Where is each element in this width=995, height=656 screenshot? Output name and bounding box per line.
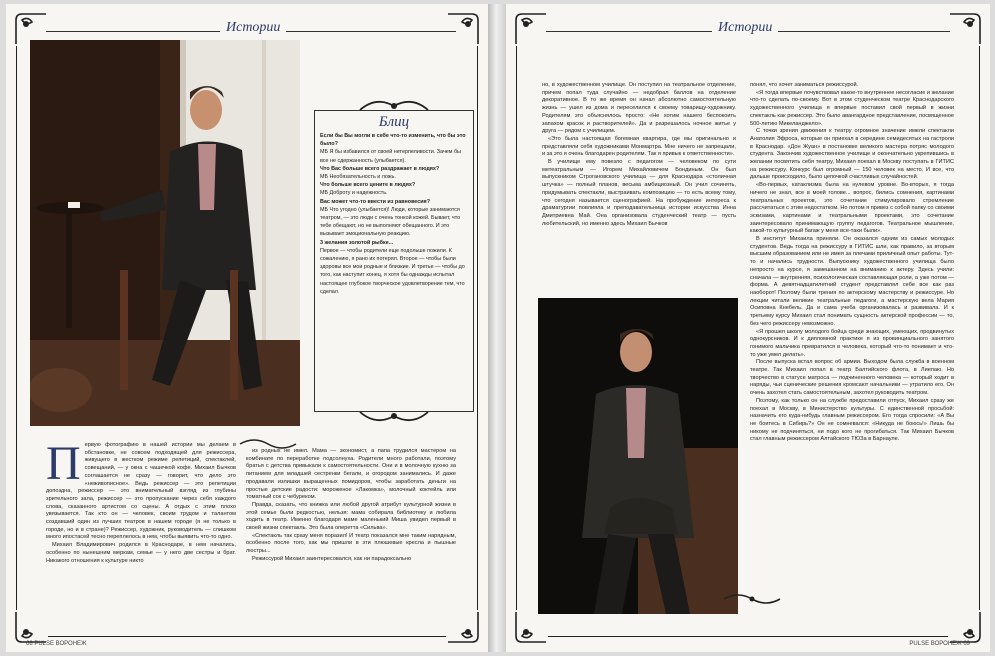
page-border-bottom [548,636,948,637]
article-paragraph: «Во-первых, катаклизма была на нулевом уровне. Во-вторых, я тогда ничего не знал, все в моей голове... вопрос, бились сомнения, картинами театральных проектов, это сочетание стимулировало стремление рассчитаться с этим недостатком. Но потом я привез с собой папку со своими эскизами, картинами и театральными проектами, это сочетание заинтересовало принимающую группу педагогов. Театральное мышление, какой-то культурный багаж у меня все-таки были». [750,182,954,235]
corner-ornament-icon [446,12,480,46]
divider-ornament-icon [238,438,298,450]
left-page [6,4,488,652]
corner-ornament-icon [514,12,548,46]
spine-gutter [488,4,506,652]
article-column [246,442,456,622]
page-border-left [16,46,17,610]
blitz-question: Если бы Вы могли в себе что-то изменить, что бы это было? [320,133,466,148]
article-paragraph: «Я тогда впервые почувствовал какое-то внутреннее несогласие и желание что-то сделать по-своему. Вот в этом студенческом театре Краснодарского художественного училища я впервые поставил свой первый в жизни спектакль как режиссер. Это было авангардное представление, посвященное 500-летию Микеланджело». [750,89,954,127]
corner-ornament-icon [948,12,982,46]
page-border-right [979,46,980,610]
blitz-answer: МБ Доброту и надежность. [320,190,388,197]
portrait-photo-stage [538,298,738,614]
article-paragraph: но, в художественном училище. Он поступил на театральное отделение, причем попал туда случайно — недобрал баллов на отделение декоративное. В то же время он начал абсолютно самостоятельную жизнь — ушел из дома и переселился к своему товарищу-художнику. Родителям это объяснялось просто: «Не хотим нашего беспокоить запахом красок и растворителей». Да и разрешалось ночное житье у друга — рядом с училищем. [542,82,736,135]
article-paragraph: Правда, сказать, что книжка или любой другой атрибут культурной жизни в этой семье были редкостью, нельзя: мама собирала библиотеку и любила ходить в театр. Именно благодаря маме маленький Миша увидел первый в своей жизни спектакль. Это была оперетта «Сильва». [246,501,456,532]
article-column [46,437,236,622]
corner-ornament-icon [14,610,48,644]
blitz-question: Вас может что-то ввести из равновесия? [320,198,430,205]
blitz-answer: Первое — чтобы родители еще подольше пожили. К сожалению, я рано их потерял. Второе — чтобы были здоровы все мои родные и близкие. И третье — чтобы до того, как наступит конец, я хотя бы однажды испытал настоящее глубокое творческое удовлетворение тем, что сделал. [320,247,465,295]
blitz-sidebar [314,110,474,412]
blitz-answer: МБ Что угодно (улыбается)! Люди, которые занимаются театром, — это люди с очень тонкой кожей. Бывает, что тебе обещают, но не выполняют обещанного. И это вызывает эмоциональную реакцию. [320,206,461,238]
article-paragraph: После выпуска встал вопрос об армии. Выходом была служба в военном театре. Так Михаил попал в театр Балтийского флота, в Лиепаю. Но творчество в статусе матроса — подчиненного человека — который ходит в наряды, чьи сценические решения кромсают начальники — утратило его. Он очень захотел стать самостоятельным, захотел руководить театром. [750,359,954,397]
corner-ornament-icon [514,610,548,644]
section-title: Истории [712,20,778,36]
blitz-title: Блиц [378,114,410,130]
article-paragraph: Режиссурой Михаил заинтересовался, как ни парадоксально [252,555,412,562]
corner-ornament-icon [948,610,982,644]
article-column [542,82,736,288]
page-border-left [516,46,517,610]
drop-cap: П [46,437,81,490]
blitz-ornament-icon [358,408,430,426]
blitz-ornament-icon [358,96,430,114]
portrait-photo-cafe [30,40,300,426]
article-paragraph: «Это была настоящая богемная квартира, где мы оригинально и представляли себя художниками Монмартра. Мне ничего не запрещали, и за это я очень благодарен родителям. Так я привык к ответственности». [542,135,736,158]
article-column [750,82,954,612]
right-page [506,4,990,652]
article-paragraph: Михаил Владимирович родился в Краснодаре, в нем начались, особенно по нынешним меркам, семье — у него две сестры и брат. Никакого отношения к культуре никто [46,542,236,564]
article-paragraph: В училище ему повезло с педагогом — человеком по сути метеатральным — Игорем Михайловичем Бондиным. Он был выпускником Строгановского училища — для Краснодара «столичная штучка» — полный планов, весьма амбициозный. Он учил сочинять, придумывать спектакли, выстраивать композицию — то есть всему тому, что сегодня называется сценографией. На пробуждение интереса к драматургии повлияла и преподавательница истории искусства Инна Дмитриевна Май. Она организовала студенческий театр — пусть любительский, но именно здесь Михаил Бычков [542,159,736,227]
article-paragraph: «Я прошел школу молодого бойца среди знающих, умеющих, продвинутых однокурсников. И к дипломной практике я из провинциального занятого гонимого мальчика превратился в человека, который что-то понимает и что-то уже умел делать». [750,328,954,358]
article-paragraph: понял, что хочет заниматься режиссурой. [750,82,859,88]
blitz-question: Что Вас больше всего раздражает в людях? [320,165,440,172]
blitz-answer: МБ Необязательность и ложь. [320,174,396,181]
blitz-answer: МБ Я бы избавился от своей нетерпеливости. Зачем бы все не сдержанность (улыбается). [320,149,461,164]
article-paragraph: «Спектакль так сразу меня поразил! И театр показался мне таким нарядным, особенно после того, как мы пришли в эти плюшевые кресла и пышные люстры... [246,532,456,555]
page-border-right [477,46,478,610]
page-footer: 68 PULSE ВОРОНЕЖ [26,641,87,647]
page-border-bottom [48,636,446,637]
article-paragraph: С точки зрения движения к театру огромное значение имели спектакли Анатолия Эфроса, которые он приехал в середине семидесятых на гастроли в Краснодар. «Дон Жуан» в постановке великого мастера потряс молодого студента. Закончив художественное училище и окончательно укрепившись в желании посвятить себя театру, Михаил поехал в Москву поступать в ГИТИС на режиссуру. Конкурс был огромный — 150 человек на место. И все, что дальше происходило, было цепочкой счастливых случайностей. [750,128,954,181]
page-footer: PULSE ВОРОНЕЖ 69 [909,641,970,647]
blitz-question: 3 желания золотой рыбке... [320,239,394,246]
article-paragraph: В институт Михаила приняли. Он оказался одним из самых молодых студентов. Ведь тогда на режиссуру в ГИТИС шли, как правило, за вторым высшим образованием или не имея за плечами приличный опыт работы. Тут-то и начались трудности. Выпускнику художественного училища было непросто на курсе, я замешанном на вниманию к актеру. Здесь учили: сначала — внутренняя, психологическая составляющая роли, а уже потом — форма. А девятнадцатилетний студент представлял себе все как раз наоборот! Поэтому были трения по актерскому мастерству и режиссуре. Но лекции читали великие театральные педагоги, а мастерскую вела Мария Осиповна Кнебель. Да и сама учеба организовалась и развивала. И к третьему курсу Михаил стал понимать сущность актерской профессии — то, без чего режиссеру невозможно. [750,236,954,327]
blitz-question: Что больше всего цените в людях? [320,182,416,189]
blitz-text [320,132,468,404]
end-ornament-icon [722,592,782,606]
article-paragraph: из родных не имел. Мама — экономист, а папа трудился мастером на комбинате по переработке подсолнуха. Родители много работали, поэтому братья с детства привыкали к самостоятельности. Они и в молочную кухню за питанием для младшей сестренки бегали, и огородом занимались. И даже продавали излишки выращенных помидоров, чтобы заработать деньги на простые детские радости: мороженое «Лакомка», молочный коктейль или томатный сок с чебуреком. [246,448,456,501]
article-paragraph: ервую фотографию в нашей истории мы делаем в обстановке, не совсем подходящей для режиссера, живущего в жестком режиме репетиций, спектаклей, совещаний, — у окна с чашечкой кофе. Михаил Бычков соглашается не сразу — говорит, что дело это «неживописное». Ведь режиссер — это репетиции допоздна, режиссер — это внимательный взгляд из глубины зрительного зала, режиссер — это пропускание через себя каждого слова, сказанного артистом со сцены. А отдых с этим плохо увязывается. Так кто он — человек, своим трудом и талантом создавший один из лучших театров в нашем городе (я не только в городе, но и в стране)? Режиссер, художник, руководитель — слишком много ипостасей тесно переплелось в нем, чтобы выявить что-то одно. [46,442,236,541]
section-title: Истории [220,20,286,36]
article-paragraph: Поэтому, как только он на службе предоставили отпуск, Михаил сразу же поехал в Москву, в Министерство культуры. С единственной просьбой: назначить его куда-нибудь главным режиссером. Его тогда спросили: «А Вы не боитесь в Сибирь?» Он не сомневался: «Никуда не боюсь!» Лишь бы никому не подчиняться, ни подо кого не прогибаться. Так Михаил Бычков стал главным режиссером Алтайского ТЮЗа в Барнауле. [750,397,954,443]
